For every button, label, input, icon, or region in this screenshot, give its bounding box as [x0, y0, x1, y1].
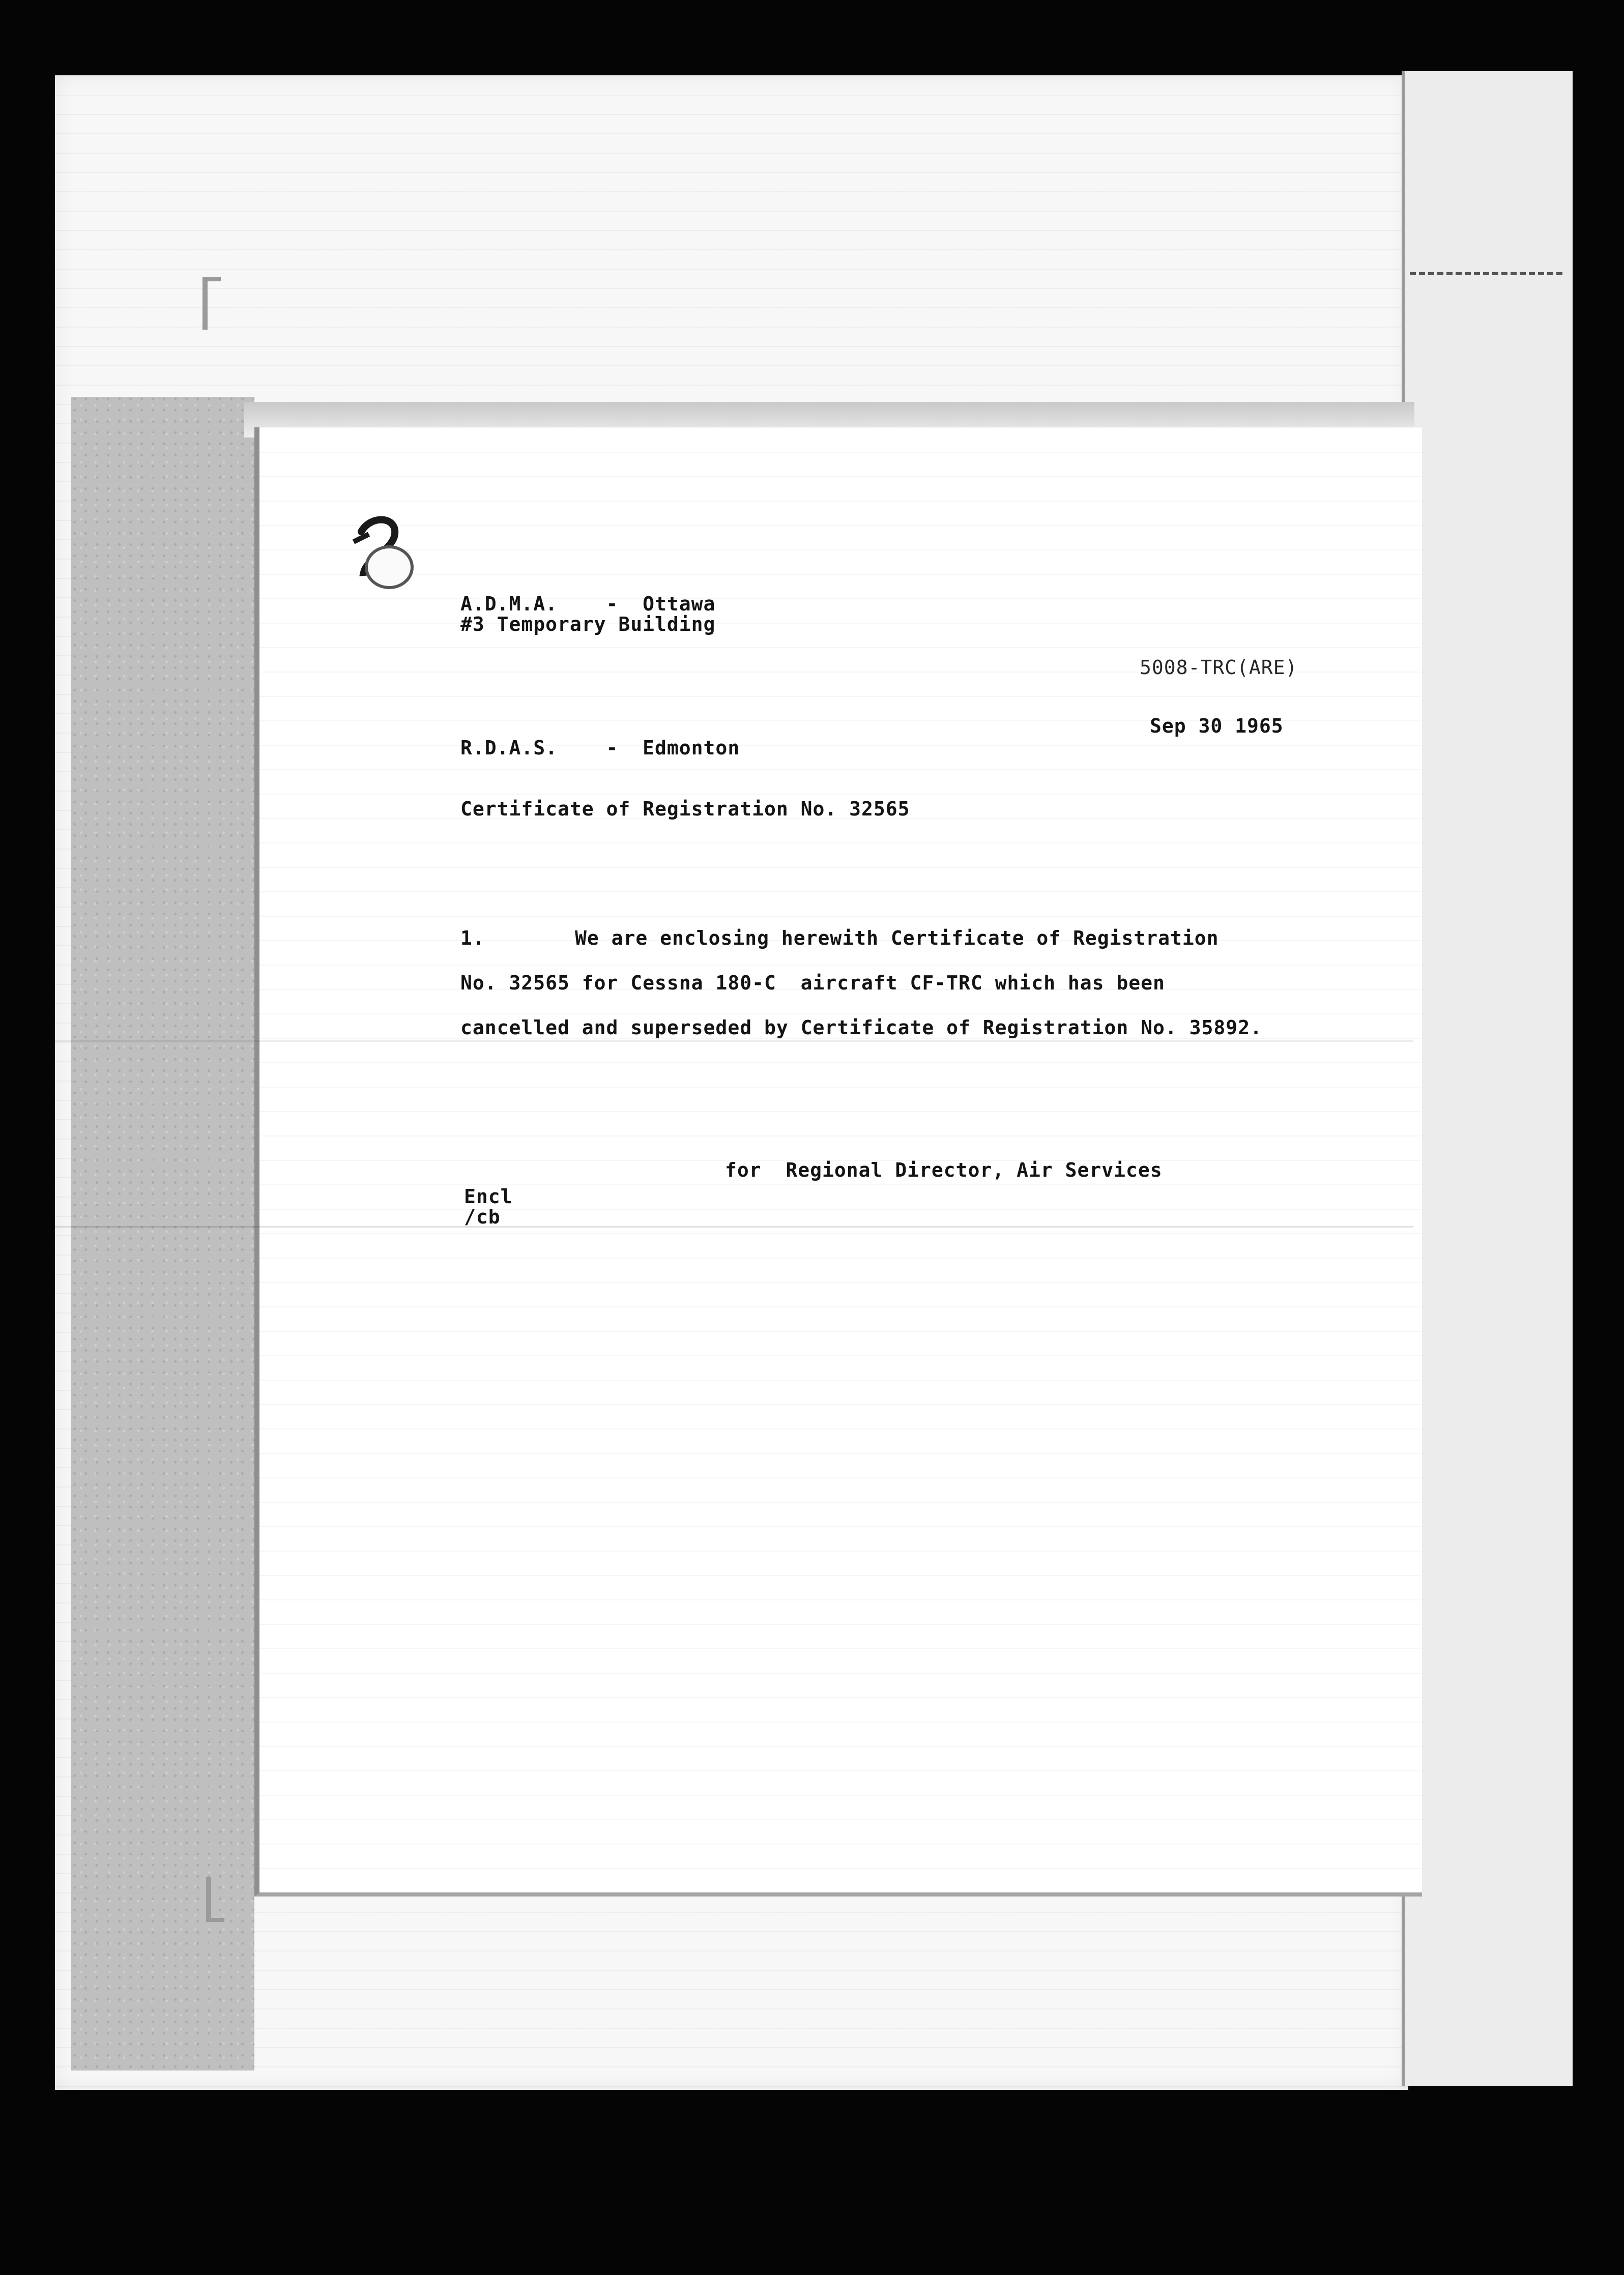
- scan-crease: [55, 1040, 1413, 1042]
- adjacent-page-edge: [1402, 71, 1573, 2086]
- body-line-3: cancelled and superseded by Certificate of Registration No. 35892.: [460, 1016, 1262, 1039]
- scan-crease: [55, 1226, 1413, 1228]
- left-page-strip: [71, 397, 254, 2070]
- to-office: R.D.A.S. - Edmonton: [460, 737, 740, 759]
- bottom-corner-bracket: [206, 1877, 224, 1922]
- letter-date: Sep 30 1965: [1150, 715, 1284, 737]
- body-line-2: No. 32565 for Cessna 180-C aircraft CF-TRC which has been: [460, 972, 1165, 994]
- page-edge-dashed-line: [1410, 272, 1562, 275]
- signature-line: for Regional Director, Air Services: [725, 1159, 1163, 1181]
- top-corner-bracket: [202, 277, 221, 330]
- typist-initials: /cb: [464, 1206, 501, 1228]
- from-building: #3 Temporary Building: [460, 613, 716, 635]
- handwritten-page-mark: [351, 511, 417, 595]
- body-line-1: We are enclosing herewith Certificate of Registration: [575, 927, 1219, 949]
- from-office: A.D.M.A. - Ottawa: [460, 593, 716, 615]
- subject-line: Certificate of Registration No. 32565: [460, 798, 910, 820]
- paragraph-number: 1.: [460, 927, 485, 949]
- file-reference: 5008-TRC(ARE): [1140, 656, 1298, 679]
- enclosure-note: Encl: [464, 1185, 513, 1208]
